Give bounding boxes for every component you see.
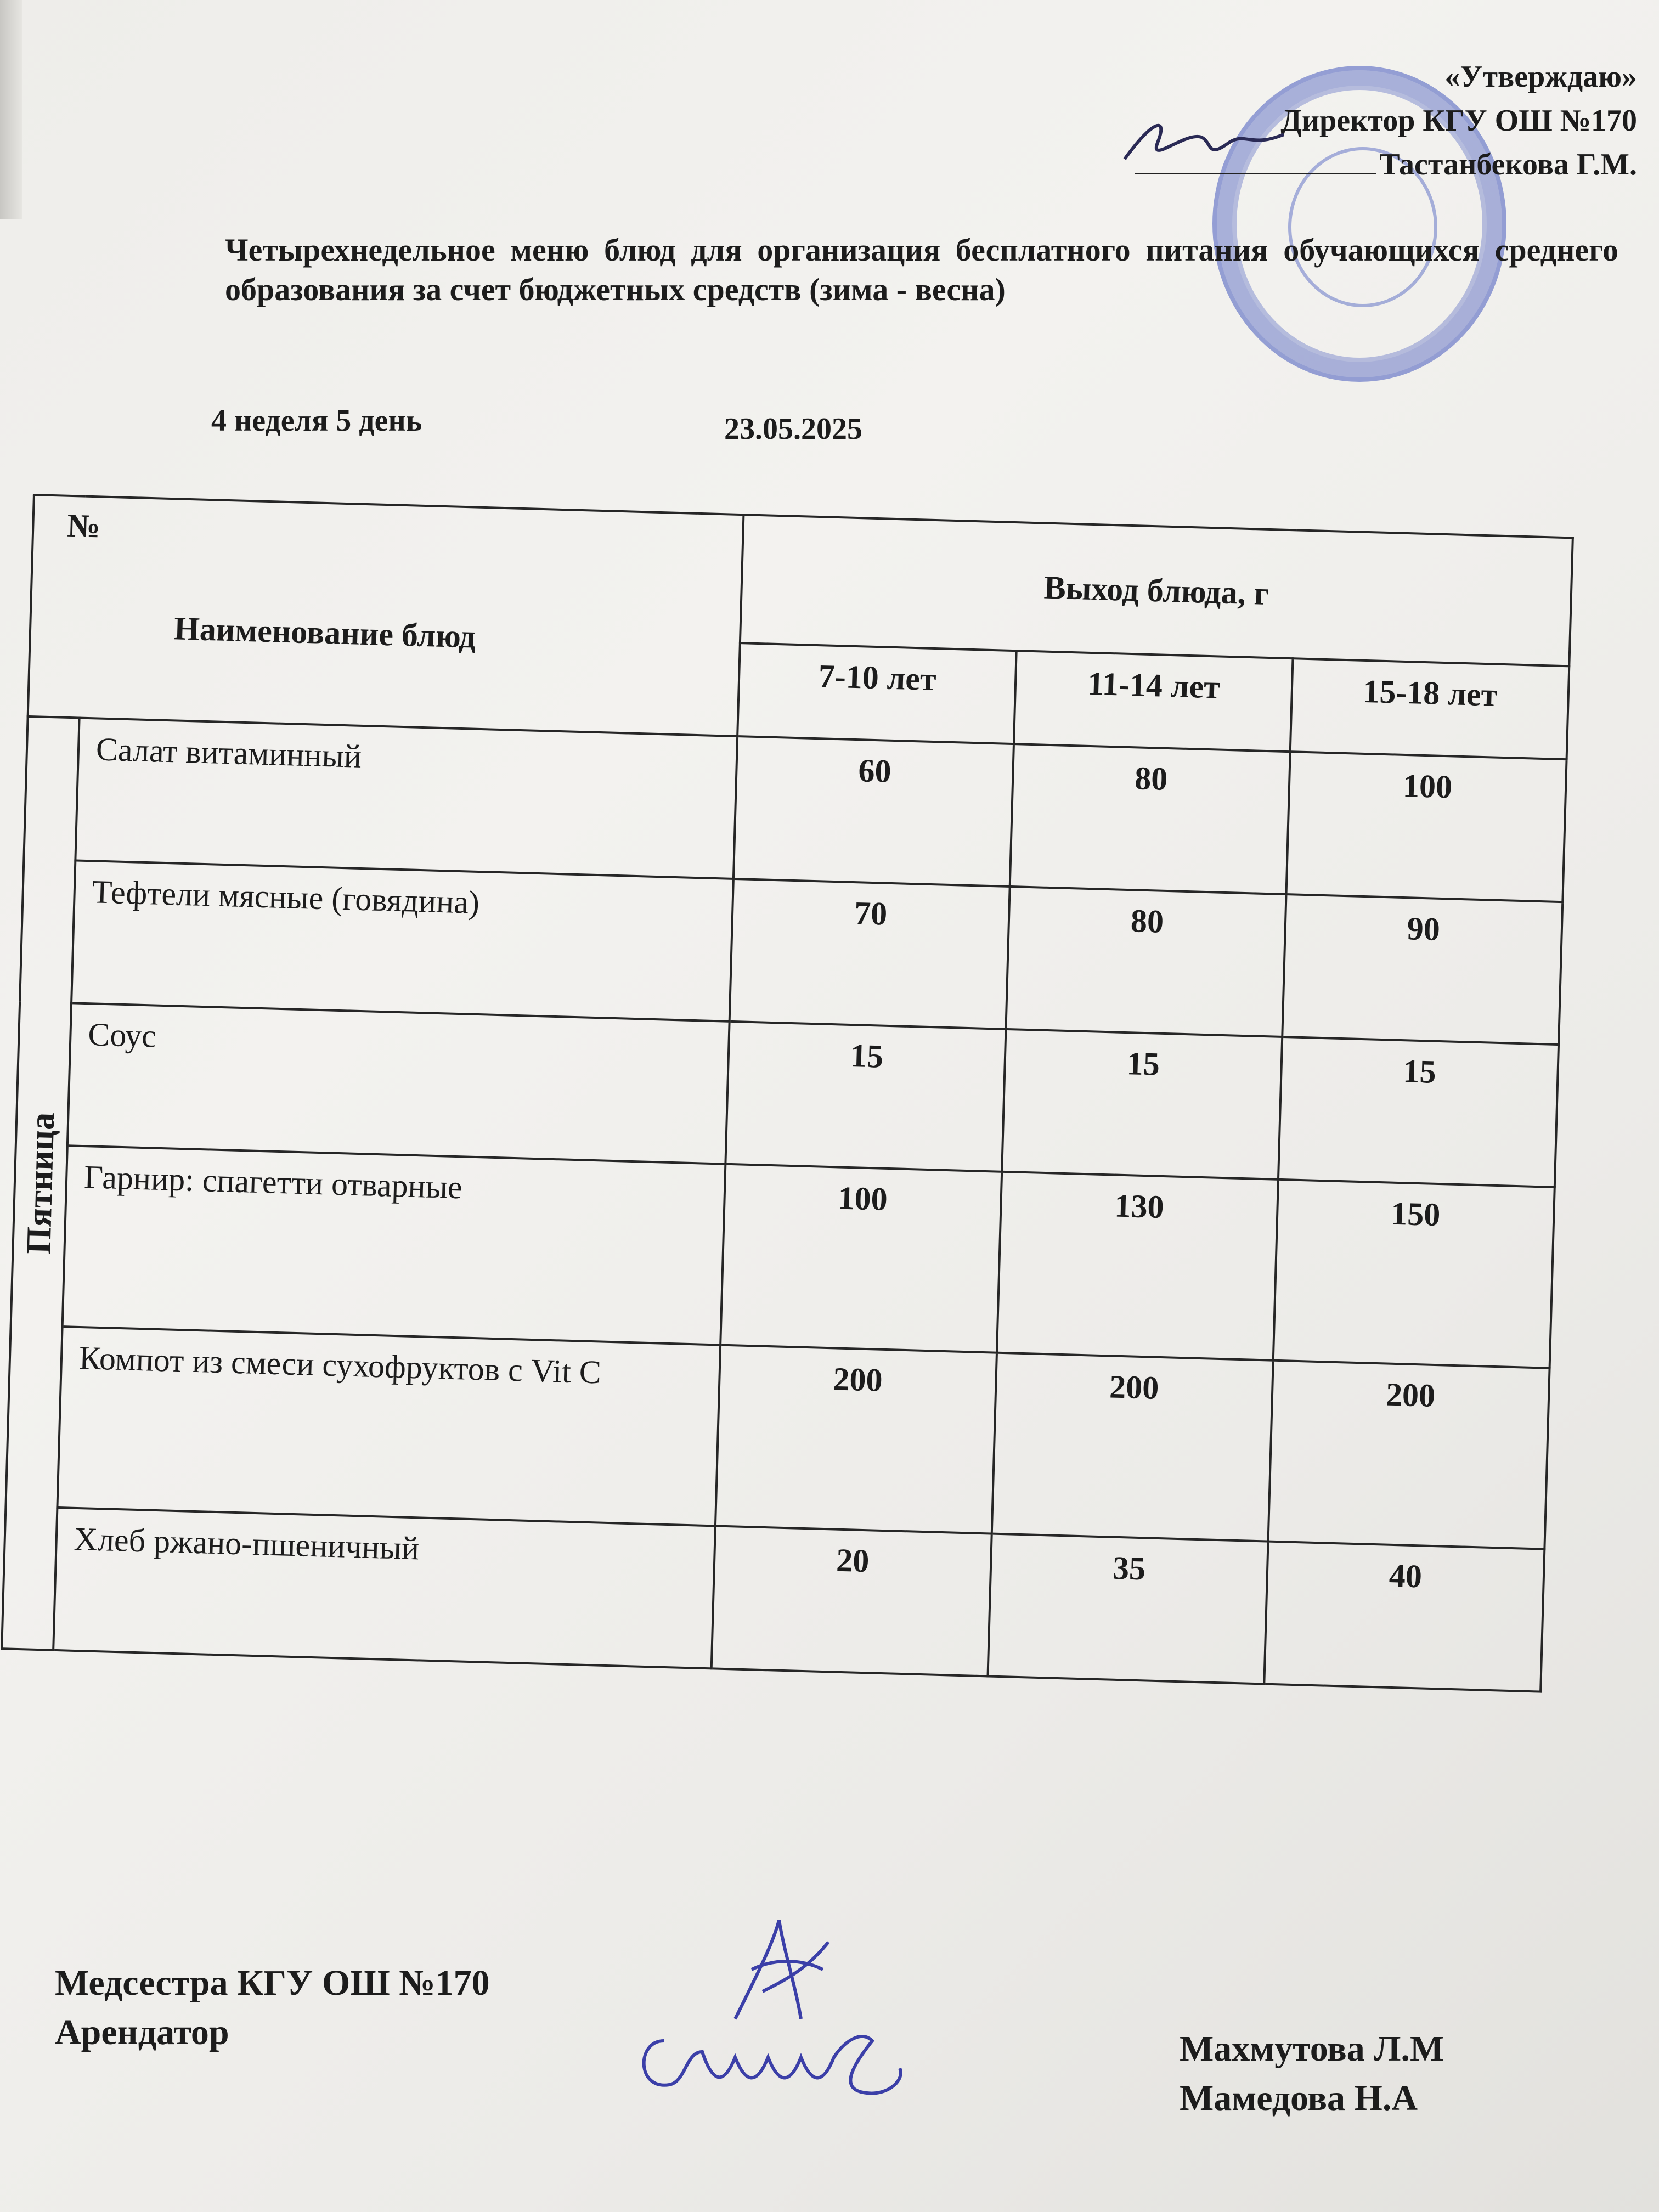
dish-name: Тефтели мясные (говядина) [71,860,733,1021]
dish-name-header: Наименование блюд [173,610,476,655]
portion-value: 100 [720,1164,1002,1353]
nurse-name: Махмутова Л.М [1180,2029,1444,2069]
portion-value: 20 [712,1526,992,1676]
portion-value: 150 [1273,1180,1555,1368]
name-header-cell [28,495,744,736]
week-day: 4 неделя 5 день [211,404,422,438]
age-group-header: 15-18 лет [1290,658,1570,759]
portion-value: 200 [715,1345,997,1534]
nurse-signature-icon [713,1909,845,2030]
portion-value: 35 [988,1534,1268,1684]
portion-value: 60 [733,736,1014,887]
age-group-header: 11-14 лет [1014,651,1293,752]
portion-value: 200 [1268,1361,1550,1549]
approve-label: «Утверждаю» [1444,60,1637,94]
number-header: № [66,507,101,545]
tenant-name: Мамедова Н.А [1180,2078,1418,2118]
portion-value: 130 [997,1172,1278,1361]
dish-name: Компот из смеси сухофруктов с Vit C [57,1327,720,1526]
director-name: Тастанбекова Г.М. [1379,148,1637,182]
dish-name: Хлеб ржано-пшеничный [53,1508,715,1668]
portion-value: 15 [1278,1037,1559,1187]
director-signature-icon [1119,110,1295,181]
day-label: Пятница [19,1111,62,1255]
underlying-page-edge [0,0,22,219]
footer-names [1180,2024,1444,2123]
portion-value: 100 [1286,752,1567,902]
portion-value: 90 [1282,894,1562,1045]
age-group-header: 7-10 лет [737,643,1017,744]
menu-table [1,494,1574,1693]
dish-name: Соус [67,1003,730,1164]
nurse-role: Медсестра КГУ ОШ №170 [55,1963,490,2003]
portion-value: 70 [730,879,1010,1029]
portion-value: 40 [1264,1542,1544,1692]
tenant-role: Арендатор [55,2012,229,2052]
portion-value: 80 [1010,744,1290,894]
tenant-signature-icon [631,2019,916,2112]
output-header: Выход блюда, г [740,515,1573,666]
portion-value: 15 [1002,1029,1282,1180]
portion-value: 80 [1006,887,1286,1037]
footer-roles [55,1959,490,2057]
portion-value: 15 [725,1022,1006,1172]
menu-date: 23.05.2025 [724,412,862,446]
document-title: Четырехнедельное меню блюд для организация бесплатного питания обучающихся среднего образования за счет бюджетных средств (зима - весна) [225,232,1618,307]
portion-value: 200 [992,1353,1273,1542]
dish-name: Салат витаминный [75,718,737,879]
director-title: Директор КГУ ОШ №170 [1280,104,1637,138]
dish-name: Гарнир: спагетти отварные [63,1146,726,1345]
